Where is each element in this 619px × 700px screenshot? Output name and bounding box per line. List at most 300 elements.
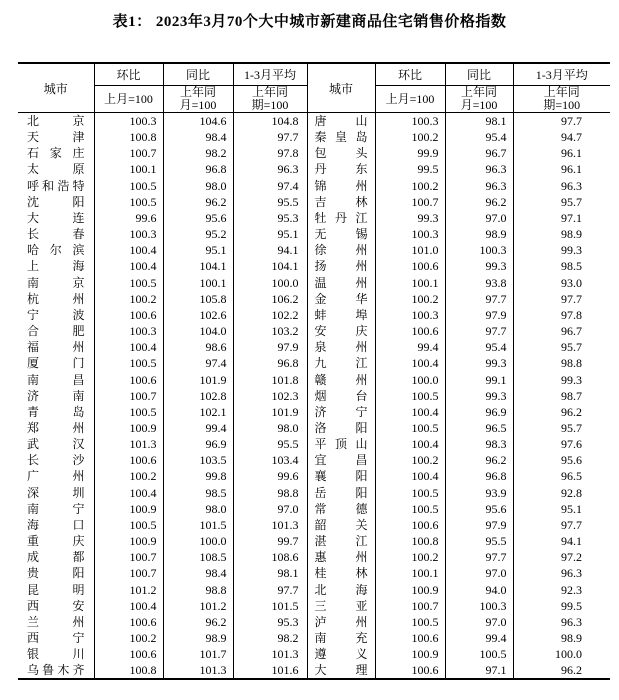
yoy-value: 100.3 [445, 242, 513, 258]
yoy-value: 99.8 [163, 468, 233, 484]
mom-value: 100.5 [94, 178, 163, 194]
yoy-value: 99.4 [163, 420, 233, 436]
avg-value: 96.5 [513, 468, 610, 484]
mom-value: 99.9 [375, 145, 445, 161]
city-cell: 泉 州 [307, 339, 375, 355]
city-cell: 银 川 [27, 647, 85, 662]
avg-value: 98.1 [233, 565, 307, 581]
avg-value: 101.9 [233, 404, 307, 420]
mom-value: 99.3 [375, 210, 445, 226]
city-cell: 岳 阳 [307, 485, 375, 501]
table-row [18, 372, 610, 388]
mom-value: 99.5 [375, 161, 445, 177]
yoy-value: 101.5 [163, 517, 233, 533]
mom-value: 100.3 [94, 323, 163, 339]
yoy-value: 96.9 [445, 404, 513, 420]
city-cell: 长 沙 [27, 453, 85, 468]
table-row [18, 258, 610, 274]
mom-value: 100.9 [94, 501, 163, 517]
yoy-value: 104.1 [163, 258, 233, 274]
city-cell: 呼 和 浩 特 [27, 178, 85, 193]
yoy-value: 97.0 [445, 614, 513, 630]
city-cell: 大 理 [307, 662, 375, 679]
header-yoy-left: 同比 [163, 63, 233, 86]
yoy-value: 98.9 [445, 226, 513, 242]
table-row [18, 517, 610, 533]
mom-value: 100.6 [94, 614, 163, 630]
mom-value: 100.5 [375, 614, 445, 630]
yoy-value: 97.0 [445, 565, 513, 581]
mom-value: 100.2 [375, 129, 445, 145]
table-row [18, 113, 610, 130]
mom-value: 100.3 [94, 226, 163, 242]
table-header [18, 63, 610, 113]
mom-value: 100.1 [94, 161, 163, 177]
mom-value: 100.6 [375, 258, 445, 274]
avg-value: 97.7 [513, 291, 610, 307]
city-cell: 济 南 [27, 388, 85, 403]
mom-value: 100.5 [94, 404, 163, 420]
city-cell: 青 岛 [27, 404, 85, 419]
city-cell: 南 充 [307, 630, 375, 646]
table-row [18, 291, 610, 307]
avg-value: 95.1 [513, 501, 610, 517]
header-mom-base-right: 上月=100 [375, 86, 445, 113]
city-cell: 九 江 [307, 355, 375, 371]
yoy-value: 93.8 [445, 275, 513, 291]
mom-value: 100.3 [375, 307, 445, 323]
yoy-value: 104.0 [163, 323, 233, 339]
avg-value: 95.3 [233, 210, 307, 226]
avg-value: 96.8 [233, 355, 307, 371]
city-cell: 厦 门 [27, 356, 85, 371]
avg-value: 95.7 [513, 339, 610, 355]
mom-value: 100.5 [375, 485, 445, 501]
avg-value: 97.0 [233, 501, 307, 517]
table-row [18, 501, 610, 517]
avg-value: 97.6 [513, 436, 610, 452]
city-cell: 襄 阳 [307, 468, 375, 484]
avg-value: 92.3 [513, 582, 610, 598]
city-cell: 扬 州 [307, 258, 375, 274]
header-avg-base-line2: 期=100 [543, 98, 581, 112]
city-cell: 太 原 [27, 162, 85, 177]
city-cell: 天 津 [27, 130, 85, 145]
city-cell: 北 京 [27, 114, 85, 128]
yoy-value: 102.1 [163, 404, 233, 420]
mom-value: 100.8 [94, 662, 163, 679]
yoy-value: 93.9 [445, 485, 513, 501]
yoy-value: 104.6 [163, 113, 233, 130]
yoy-value: 99.4 [445, 630, 513, 646]
avg-value: 99.5 [513, 598, 610, 614]
city-cell: 哈 尔 滨 [27, 243, 85, 258]
yoy-value: 100.5 [445, 646, 513, 662]
mom-value: 100.2 [375, 549, 445, 565]
avg-value: 94.7 [513, 129, 610, 145]
city-cell: 昆 明 [27, 582, 85, 597]
yoy-value: 98.4 [163, 129, 233, 145]
avg-value: 95.5 [233, 436, 307, 452]
yoy-value: 101.2 [163, 598, 233, 614]
mom-value: 100.5 [94, 517, 163, 533]
avg-value: 98.9 [513, 630, 610, 646]
yoy-value: 99.1 [445, 372, 513, 388]
avg-value: 97.1 [513, 210, 610, 226]
header-yoy-base-line1: 上年同 [460, 85, 497, 99]
city-cell: 常 德 [307, 501, 375, 517]
city-cell: 大 连 [27, 210, 85, 225]
mom-value: 100.4 [94, 485, 163, 501]
mom-value: 100.2 [94, 468, 163, 484]
yoy-value: 98.5 [163, 485, 233, 501]
mom-value: 100.4 [94, 598, 163, 614]
mom-value: 100.9 [94, 533, 163, 549]
table-row [18, 129, 610, 145]
avg-value: 97.8 [513, 307, 610, 323]
avg-value: 99.6 [233, 468, 307, 484]
city-cell: 桂 林 [307, 565, 375, 581]
city-cell: 蚌 埠 [307, 307, 375, 323]
city-cell: 南 宁 [27, 501, 85, 516]
yoy-value: 98.9 [163, 630, 233, 646]
city-cell: 福 州 [27, 340, 85, 355]
mom-value: 100.6 [94, 646, 163, 662]
avg-value: 103.2 [233, 323, 307, 339]
mom-value: 99.6 [94, 210, 163, 226]
city-cell: 烟 台 [307, 388, 375, 404]
city-cell: 平 顶 山 [307, 436, 375, 452]
avg-value: 99.7 [233, 533, 307, 549]
table-row [18, 161, 610, 177]
avg-value: 101.3 [233, 646, 307, 662]
mom-value: 100.4 [375, 404, 445, 420]
city-cell: 韶 关 [307, 517, 375, 533]
yoy-value: 102.8 [163, 388, 233, 404]
table-row [18, 598, 610, 614]
table-row [18, 194, 610, 210]
table-row [18, 242, 610, 258]
city-cell: 洛 阳 [307, 420, 375, 436]
avg-value: 92.8 [513, 485, 610, 501]
yoy-value: 96.9 [163, 436, 233, 452]
yoy-value: 97.7 [445, 549, 513, 565]
mom-value: 100.7 [375, 194, 445, 210]
avg-value: 98.9 [513, 226, 610, 242]
mom-value: 100.7 [94, 145, 163, 161]
yoy-value: 95.2 [163, 226, 233, 242]
header-avg-base-line1: 上年同 [543, 85, 580, 99]
yoy-value: 94.0 [445, 582, 513, 598]
avg-value: 97.8 [233, 145, 307, 161]
city-cell: 北 海 [307, 582, 375, 598]
avg-value: 96.1 [513, 145, 610, 161]
yoy-value: 98.1 [445, 113, 513, 130]
avg-value: 96.3 [513, 614, 610, 630]
table-row [18, 275, 610, 291]
header-city-right: 城市 [307, 63, 375, 113]
yoy-value: 95.6 [445, 501, 513, 517]
avg-value: 98.8 [513, 355, 610, 371]
city-cell: 丹 东 [307, 161, 375, 177]
yoy-value: 96.2 [163, 194, 233, 210]
avg-value: 100.0 [233, 275, 307, 291]
mom-value: 100.6 [375, 630, 445, 646]
city-cell: 徐 州 [307, 242, 375, 258]
city-cell: 成 都 [27, 550, 85, 565]
yoy-value: 102.6 [163, 307, 233, 323]
yoy-value: 98.4 [163, 565, 233, 581]
city-cell: 重 庆 [27, 534, 85, 549]
city-cell: 湛 江 [307, 533, 375, 549]
yoy-value: 99.3 [445, 388, 513, 404]
city-cell: 乌 鲁 木 齐 [27, 663, 85, 678]
yoy-value: 95.5 [445, 533, 513, 549]
header-yoy-base-line1: 上年同 [179, 85, 216, 99]
yoy-value: 98.6 [163, 339, 233, 355]
yoy-value: 96.2 [445, 452, 513, 468]
mom-value: 100.5 [94, 355, 163, 371]
city-cell: 唐 山 [307, 113, 375, 130]
avg-value: 93.0 [513, 275, 610, 291]
avg-value: 97.7 [513, 517, 610, 533]
mom-value: 100.9 [94, 420, 163, 436]
yoy-value: 97.7 [445, 323, 513, 339]
avg-value: 97.7 [513, 113, 610, 130]
yoy-value: 96.5 [445, 420, 513, 436]
avg-value: 101.6 [233, 662, 307, 679]
mom-value: 100.4 [94, 242, 163, 258]
city-cell: 合 肥 [27, 324, 85, 339]
header-avg-base-right [513, 86, 610, 113]
header-avg-base-line1: 上年同 [251, 85, 288, 99]
header-avg-base-left [233, 86, 307, 113]
avg-value: 96.3 [513, 178, 610, 194]
city-cell: 牡 丹 江 [307, 210, 375, 226]
city-cell: 安 庆 [307, 323, 375, 339]
avg-value: 97.7 [233, 582, 307, 598]
city-cell: 武 汉 [27, 437, 85, 452]
table-row [18, 614, 610, 630]
mom-value: 100.7 [94, 565, 163, 581]
yoy-value: 97.9 [445, 517, 513, 533]
avg-value: 95.7 [513, 194, 610, 210]
avg-value: 94.1 [233, 242, 307, 258]
header-mom-base-left: 上月=100 [94, 86, 163, 113]
yoy-value: 100.1 [163, 275, 233, 291]
avg-value: 96.3 [513, 565, 610, 581]
table-row [18, 388, 610, 404]
table-row [18, 226, 610, 242]
yoy-value: 97.7 [445, 291, 513, 307]
avg-value: 98.7 [513, 388, 610, 404]
mom-value: 100.6 [94, 307, 163, 323]
table-row [18, 404, 610, 420]
city-cell: 西 宁 [27, 631, 85, 645]
header-avg-right: 1-3月平均 [513, 63, 610, 86]
table-row [18, 452, 610, 468]
city-cell: 包 头 [307, 145, 375, 161]
city-cell: 济 宁 [307, 404, 375, 420]
yoy-value: 100.0 [163, 533, 233, 549]
yoy-value: 101.7 [163, 646, 233, 662]
mom-value: 100.3 [375, 113, 445, 130]
city-cell: 贵 阳 [27, 566, 85, 581]
mom-value: 100.6 [375, 517, 445, 533]
table-row [18, 355, 610, 371]
header-yoy-base-line2: 月=100 [460, 98, 498, 112]
avg-value: 98.2 [233, 630, 307, 646]
table-row [18, 323, 610, 339]
city-cell: 宜 昌 [307, 452, 375, 468]
city-cell: 西 安 [27, 598, 85, 613]
mom-value: 100.6 [94, 452, 163, 468]
city-cell: 惠 州 [307, 549, 375, 565]
mom-value: 100.3 [375, 226, 445, 242]
yoy-value: 103.5 [163, 452, 233, 468]
mom-value: 100.9 [375, 646, 445, 662]
avg-value: 99.3 [513, 372, 610, 388]
header-yoy-base-left [163, 86, 233, 113]
avg-value: 96.2 [513, 404, 610, 420]
yoy-value: 98.8 [163, 582, 233, 598]
city-cell: 金 华 [307, 291, 375, 307]
city-cell: 锦 州 [307, 178, 375, 194]
city-cell: 宁 波 [27, 307, 85, 322]
header-city-left: 城市 [18, 63, 94, 113]
avg-value: 98.0 [233, 420, 307, 436]
mom-value: 100.7 [94, 549, 163, 565]
avg-value: 99.3 [513, 242, 610, 258]
table-row [18, 145, 610, 161]
yoy-value: 96.2 [163, 614, 233, 630]
yoy-value: 97.9 [445, 307, 513, 323]
header-mom-right: 环比 [375, 63, 445, 86]
mom-value: 100.2 [94, 630, 163, 646]
yoy-value: 96.8 [445, 468, 513, 484]
avg-value: 104.1 [233, 258, 307, 274]
city-cell: 兰 州 [27, 614, 85, 629]
table-row [18, 468, 610, 484]
city-cell: 南 昌 [27, 372, 85, 387]
city-cell: 沈 阳 [27, 194, 85, 209]
avg-value: 103.4 [233, 452, 307, 468]
avg-value: 95.6 [513, 452, 610, 468]
yoy-value: 95.4 [445, 129, 513, 145]
yoy-value: 96.3 [445, 161, 513, 177]
yoy-value: 97.4 [163, 355, 233, 371]
city-cell: 秦 皇 岛 [307, 129, 375, 145]
mom-value: 100.5 [375, 388, 445, 404]
mom-value: 100.6 [94, 372, 163, 388]
mom-value: 100.4 [375, 468, 445, 484]
mom-value: 100.2 [375, 178, 445, 194]
table-row [18, 307, 610, 323]
yoy-value: 96.7 [445, 145, 513, 161]
mom-value: 100.9 [375, 582, 445, 598]
table-row [18, 549, 610, 565]
avg-value: 96.3 [233, 161, 307, 177]
avg-value: 100.0 [513, 646, 610, 662]
mom-value: 100.1 [375, 275, 445, 291]
yoy-value: 101.9 [163, 372, 233, 388]
mom-value: 100.8 [375, 533, 445, 549]
yoy-value: 95.4 [445, 339, 513, 355]
city-cell: 南 京 [27, 275, 85, 290]
yoy-value: 95.1 [163, 242, 233, 258]
city-cell: 上 海 [27, 259, 85, 274]
header-avg-base-line2: 期=100 [251, 98, 289, 112]
yoy-value: 96.2 [445, 194, 513, 210]
yoy-value: 101.3 [163, 662, 233, 679]
avg-value: 102.3 [233, 388, 307, 404]
city-cell: 深 圳 [27, 485, 85, 500]
header-yoy-base-right [445, 86, 513, 113]
table-row [18, 565, 610, 581]
yoy-value: 108.5 [163, 549, 233, 565]
mom-value: 100.5 [94, 194, 163, 210]
mom-value: 101.0 [375, 242, 445, 258]
table-row [18, 582, 610, 598]
avg-value: 96.2 [513, 662, 610, 679]
yoy-value: 98.3 [445, 436, 513, 452]
city-cell: 三 亚 [307, 598, 375, 614]
avg-value: 98.5 [513, 258, 610, 274]
avg-value: 102.2 [233, 307, 307, 323]
city-cell: 遵 义 [307, 646, 375, 662]
mom-value: 100.4 [94, 339, 163, 355]
table-row [18, 533, 610, 549]
avg-value: 95.5 [233, 194, 307, 210]
table-row [18, 210, 610, 226]
mom-value: 100.3 [94, 113, 163, 130]
city-cell: 无 锡 [307, 226, 375, 242]
mom-value: 100.6 [375, 323, 445, 339]
yoy-value: 96.3 [445, 178, 513, 194]
avg-value: 106.2 [233, 291, 307, 307]
avg-value: 94.1 [513, 533, 610, 549]
mom-value: 100.2 [94, 291, 163, 307]
avg-value: 101.8 [233, 372, 307, 388]
mom-value: 101.3 [94, 436, 163, 452]
mom-value: 101.2 [94, 582, 163, 598]
avg-value: 97.2 [513, 549, 610, 565]
header-yoy-right: 同比 [445, 63, 513, 86]
avg-value: 97.4 [233, 178, 307, 194]
yoy-value: 98.0 [163, 178, 233, 194]
mom-value: 100.5 [375, 420, 445, 436]
table-row [18, 436, 610, 452]
mom-value: 100.0 [375, 372, 445, 388]
city-cell: 泸 州 [307, 614, 375, 630]
avg-value: 97.7 [233, 129, 307, 145]
mom-value: 100.8 [94, 129, 163, 145]
yoy-value: 97.0 [445, 210, 513, 226]
table-row [18, 646, 610, 662]
avg-value: 95.7 [513, 420, 610, 436]
table-row [18, 630, 610, 646]
table-row [18, 339, 610, 355]
city-cell: 吉 林 [307, 194, 375, 210]
table-row [18, 178, 610, 194]
yoy-value: 100.3 [445, 598, 513, 614]
avg-value: 97.9 [233, 339, 307, 355]
avg-value: 104.8 [233, 113, 307, 130]
yoy-value: 96.8 [163, 161, 233, 177]
mom-value: 99.4 [375, 339, 445, 355]
mom-value: 100.2 [375, 452, 445, 468]
yoy-value: 97.1 [445, 662, 513, 679]
